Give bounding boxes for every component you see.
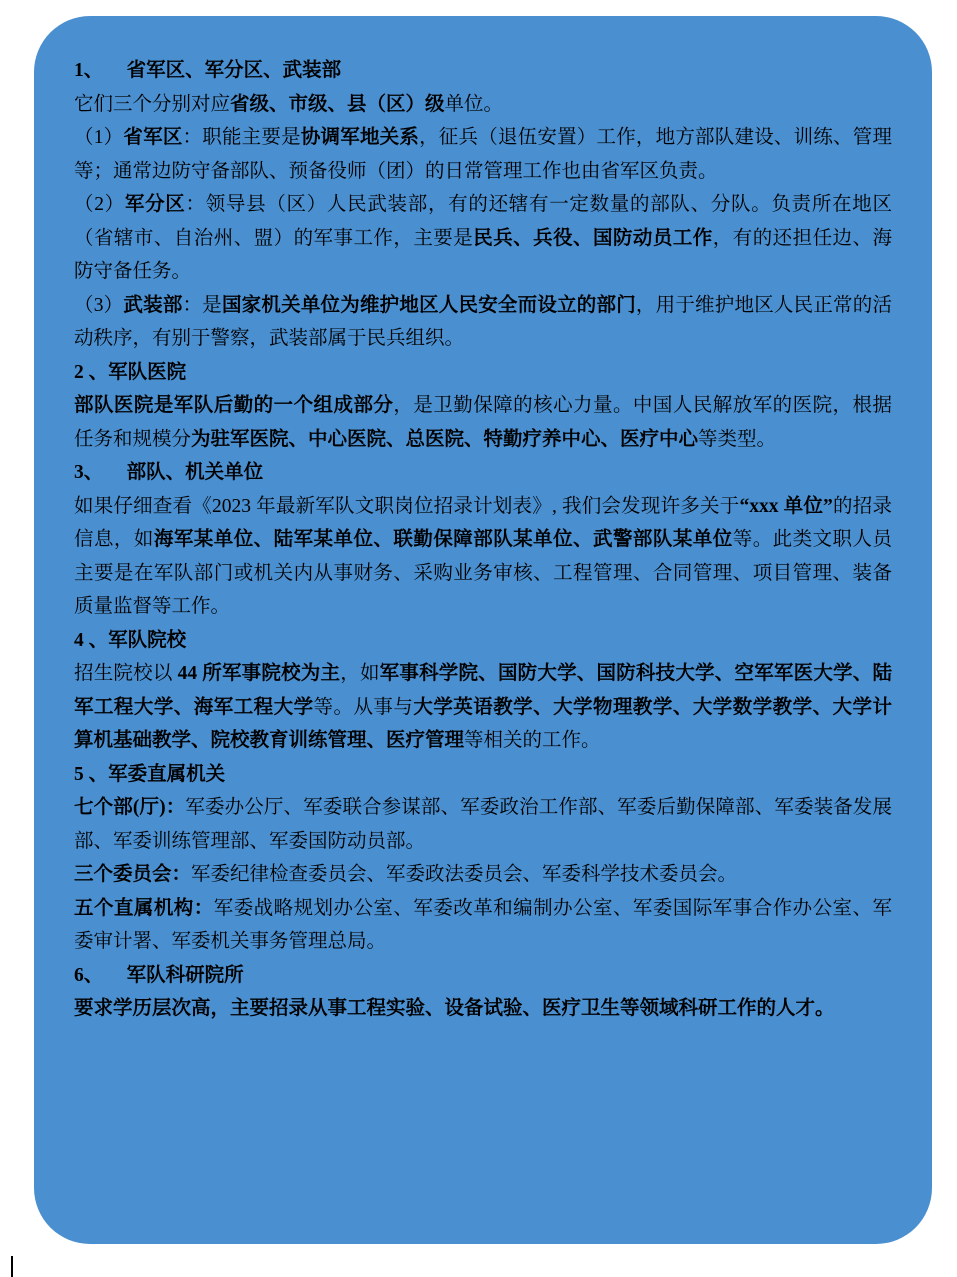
paragraph-s1p4: （3）武装部：是国家机关单位为维护地区人民安全而设立的部门，用于维护地区人民正常的活动秩序，有别于警察，武装部属于民兵组织。 — [74, 294, 892, 349]
paragraph-s3p1: 如果仔细查看《2023 年最新军队文职岗位招录计划表》, 我们会发现许多关于“xxx 单位”的招录信息，如海军某单位、陆军某单位、联勤保障部队某单位、武警部队某单位等。此类文职人员主要是在军队部门或机关内从事财务、采购业务审核、工程管理、合同管理、项目管理、装备质量监督等工作。 — [74, 495, 892, 617]
paragraph-s6p1: 要求学历层次高，主要招录从事工程实验、设备试验、医疗卫生等领域科研工作的人才。 — [74, 998, 835, 1019]
label-s5p2: 三个委员会： — [74, 864, 192, 885]
label-s5p1: 七个部(厅)： — [74, 797, 186, 818]
paragraph-s5p1 — [74, 791, 892, 858]
paragraph-s5p2 — [74, 858, 892, 892]
paragraph-s4p1: 招生院校以 44 所军事院校为主，如军事科学院、国防大学、国防科技大学、空军军医大学、陆军工程大学、海军工程大学等。从事与大学英语教学、大学物理教学、大学数学教学、大学计算机基础教学、院校教育训练管理、医疗管理等相关的工作。 — [74, 663, 892, 751]
section-heading-5 — [74, 758, 892, 792]
section-heading-2 — [74, 356, 892, 390]
text-s5p2: 军委纪律检查委员会、军委政法委员会、军委科学技术委员会。 — [191, 864, 738, 885]
section-heading-4 — [74, 624, 892, 658]
section-title-2: 军队医院 — [108, 361, 187, 383]
paragraph-s1p1: 它们三个分别对应省级、市级、县（区）级单位。 — [74, 93, 504, 115]
left-margin-rule — [11, 1256, 13, 1277]
section-number-2: 2 、 — [74, 361, 109, 383]
section-number-5: 5 、 — [74, 763, 109, 785]
section-number-4: 4 、 — [74, 629, 109, 651]
section-title-3: 部队、机关单位 — [126, 462, 264, 483]
section-title-6: 军队科研院所 — [126, 964, 244, 986]
section-heading-1 — [74, 54, 892, 88]
section-title-4: 军队院校 — [108, 629, 187, 651]
label-s5p3: 五个直属机构： — [74, 897, 214, 919]
content-card — [34, 16, 932, 1244]
section-number-6: 6、 — [74, 964, 104, 986]
paragraph-s1p3: （2）军分区：领导县（区）人民武装部，有的还辖有一定数量的部队、分队。负责所在地区（省辖市、自治州、盟）的军事工作，主要是民兵、兵役、国防动员工作，有的还担任边、海防守备任务。 — [74, 194, 892, 282]
paragraph-s2p1: 部队医院是军队后勤的一个组成部分，是卫勤保障的核心力量。中国人民解放军的医院，根据任务和规模分为驻军医院、中心医院、总医院、特勤疗养中心、医疗中心等类型。 — [74, 395, 892, 450]
section-title-1: 省军区、军分区、武装部 — [126, 60, 342, 81]
text-s5p1: 军委办公厅、军委联合参谋部、军委政治工作部、军委后勤保障部、军委装备发展部、军委训练管理部、军委国防动员部。 — [74, 797, 892, 852]
document-body — [74, 54, 892, 1026]
section-heading-6 — [74, 959, 892, 993]
text-s5p3: 军委战略规划办公室、军委改革和编制办公室、军委国际军事合作办公室、军委审计署、军委机关事务管理总局。 — [74, 897, 892, 952]
section-heading-3 — [74, 456, 892, 490]
section-title-5: 军委直属机关 — [108, 763, 226, 785]
paragraph-s5p3 — [74, 892, 892, 959]
section-number-1: 1、 — [74, 60, 104, 81]
section-number-3: 3、 — [74, 462, 104, 483]
paragraph-s1p2: （1）省军区：职能主要是协调军地关系，征兵（退伍安置）工作，地方部队建设、训练、管理等；通常边防守备部队、预备役师（团）的日常管理工作也由省军区负责。 — [74, 127, 892, 182]
